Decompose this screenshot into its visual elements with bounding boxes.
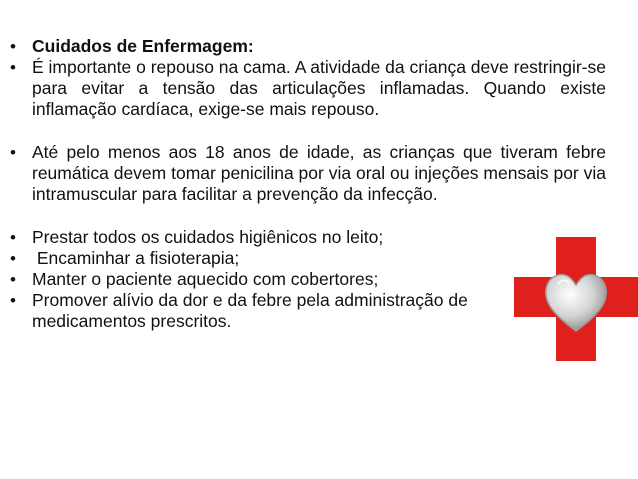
bullet-marker: •	[10, 143, 16, 162]
bullet-marker: •	[10, 37, 16, 56]
bullet-marker: •	[10, 249, 16, 268]
list-item-heading	[10, 36, 606, 57]
list-item	[10, 57, 606, 120]
item-text: Manter o paciente aquecido com cobertores;	[32, 269, 379, 289]
bullet-marker: •	[10, 291, 16, 310]
bullet-marker: •	[10, 58, 16, 77]
bullet-marker: •	[10, 270, 16, 289]
item-text: Encaminhar a fisioterapia;	[32, 248, 240, 268]
section-heading: Cuidados de Enfermagem:	[32, 36, 254, 56]
item-text: Promover alívio da dor e da febre pela administração de medicamentos prescritos.	[32, 290, 468, 331]
red-cross-heart-icon	[514, 237, 638, 361]
bullet-marker: •	[10, 228, 16, 247]
paragraph-text: Até pelo menos aos 18 anos de idade, as crianças que tiveram febre reumática devem tomar penicilina por via oral ou injeções mensais por via intramuscular para facilitar a prevenção da infecção.	[32, 142, 606, 204]
item-text: Prestar todos os cuidados higiênicos no leito;	[32, 227, 384, 247]
paragraph-text: É importante o repouso na cama. A atividade da criança deve restringir-se para evitar a tensão das articulações inflamadas. Quando existe inflamação cardíaca, exige-se mais repouso.	[32, 57, 606, 119]
list-item	[10, 142, 606, 205]
